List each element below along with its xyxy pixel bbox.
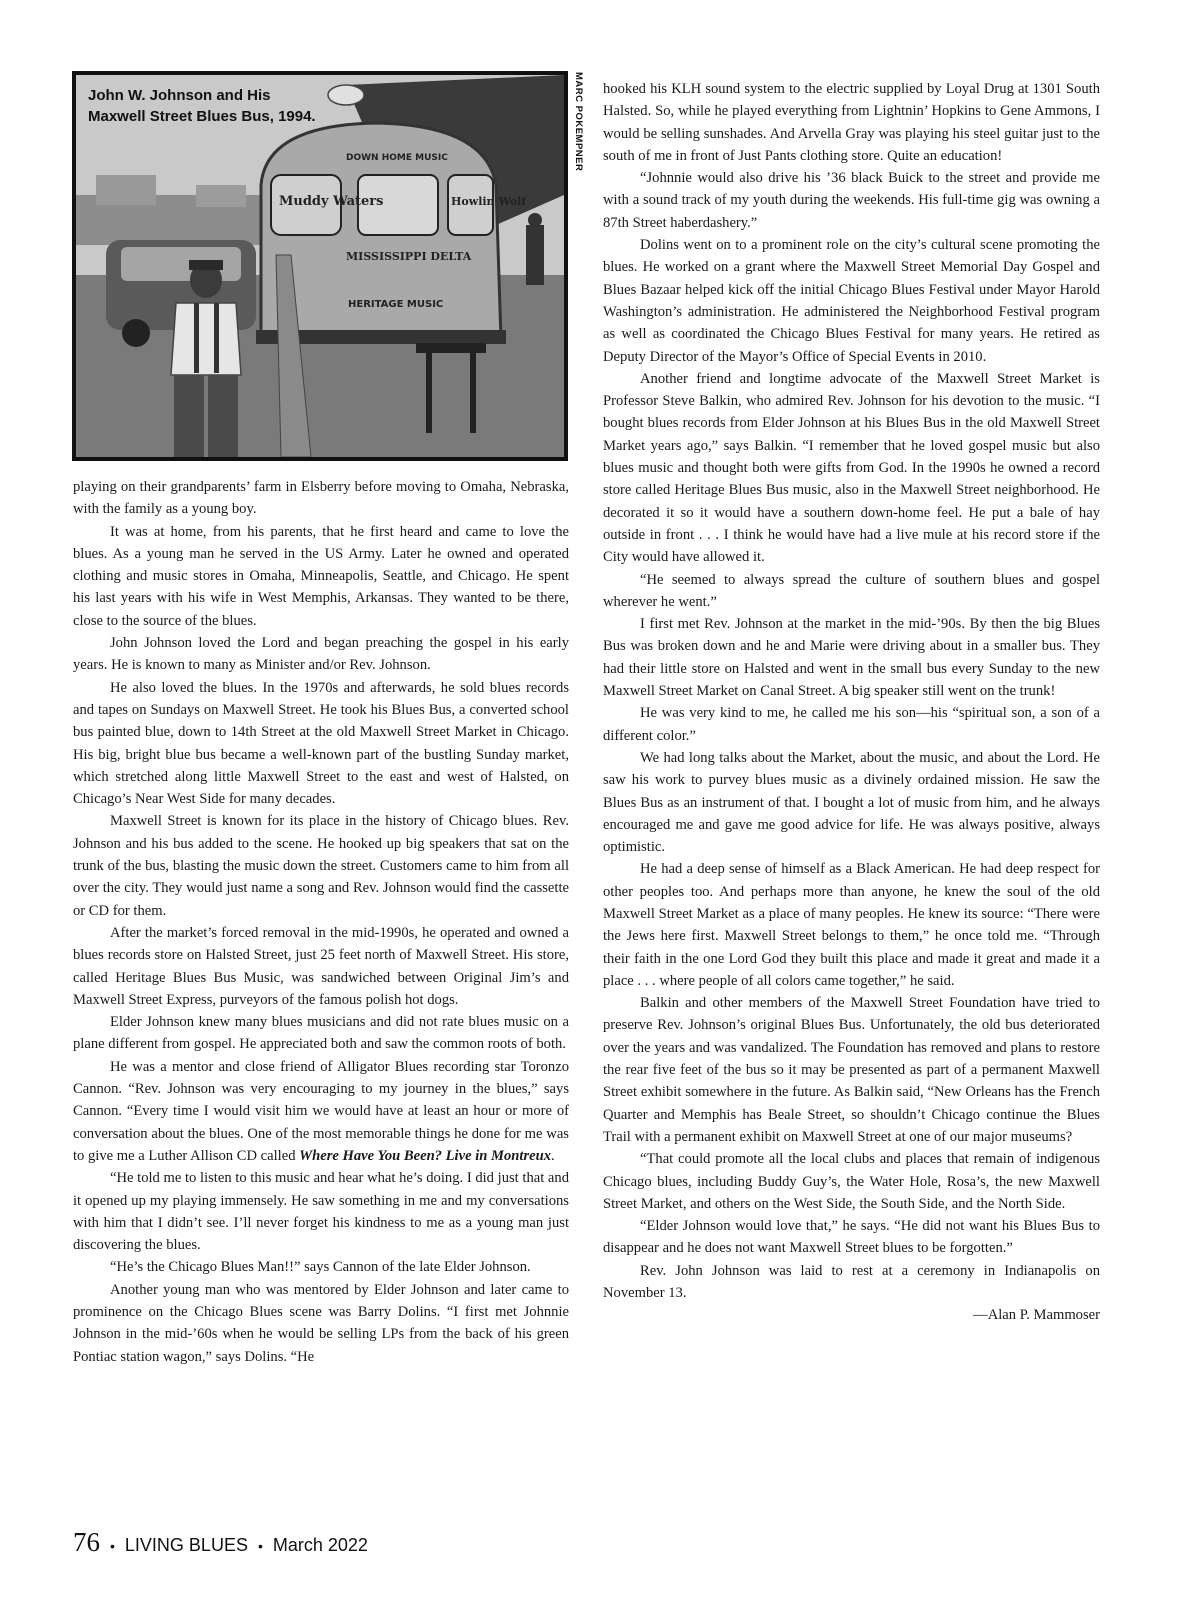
paragraph: “He’s the Chicago Blues Man!!” says Cannon of the late Elder Johnson. — [110, 1259, 531, 1276]
right-column — [603, 78, 1100, 1327]
paragraph: After the market’s forced removal in the mid-1990s, he operated and owned a blues records store on Halsted Street, just 25 feet north of Maxwell Street. His store, called Heritage Blues Bus Music, was sandwiched between Original Jim’s and Maxwell Street Express, purveyors of the famous polish hot dogs. — [73, 924, 569, 1008]
paragraph: Balkin and other members of the Maxwell Street Foundation have tried to preserve Rev. Johnson’s original Blues Bus. Unfortunately, the old bus deteriorated over the years and was vandalized. The Foundation has removed and plans to restore the rear five feet of the bus so it may be presented as part of a permanent Maxwell Street exhibit somewhere in the future. As Balkin said, “New Orleans has the French Quarter and Memphis has Beale Street, so shouldn’t Chicago continue the Blues Trail with a permanent exhibit on Maxwell Street at one of our major museums? — [603, 995, 1100, 1145]
article-photo — [72, 71, 568, 461]
left-column — [73, 476, 569, 1368]
paragraph: Elder Johnson knew many blues musicians and did not rate blues music on a plane different from gospel. He appreciated both and saw the common roots of both. — [73, 1014, 569, 1053]
bullet-separator: • — [257, 1538, 263, 1554]
author-signature: —Alan P. Mammoser — [973, 1307, 1100, 1324]
page-number: 76 — [73, 1527, 100, 1557]
paragraph: He was very kind to me, he called me his son—his “spiritual son, a son of a different color.” — [603, 705, 1100, 744]
bus-sign-bottom: HERITAGE MUSIC — [348, 299, 444, 310]
paragraph: “He told me to listen to this music and hear what he’s doing. I did just that and it opened up my playing immensely. He saw something in me and my conversations with him that I didn’t see. I’ll never forget his kindness to me as a young man just discovering the blues. — [73, 1170, 569, 1254]
paragraph: Maxwell Street is known for its place in the history of Chicago blues. Rev. Johnson and his bus added to the scene. He hooked up big speakers that sat on the trunk of the bus, blasting the music down the street. Customers came to him from all over the city. They would just name a song and Rev. Johnson would find the cassette or CD for them. — [73, 813, 569, 919]
cd-title: Where Have You Been? Live in Montreux — [299, 1147, 552, 1164]
paragraph: We had long talks about the Market, about the music, and about the Lord. He saw his work to purvey blues music as a divinely ordained mission. He saw the Blues Bus as an instrument of that. I bought a lot of music from him, and he always encouraged me and gave me good advice for life. He was always positive, always optimistic. — [603, 749, 1100, 856]
bus-sign-right: Howlin Wolf — [451, 195, 527, 208]
paragraph: Another friend and longtime advocate of the Maxwell Street Market is Professor Steve Balkin, who admired Rev. Johnson for his devotion to the music. “I bought blues records from Elder Johnson at his Blues Bus in the old Maxwell Street Market years ago,” says Balkin. “I remember that he loved gospel music but also blues music and thought both were gifts from God. In the 1990s he owned a record store called Heritage Blues Bus music, also in the Maxwell Street neighborhood. He decorated it so it would have a southern down-home feel. He put a bale of hay outside in front . . . I think he would have had a live mule at his record store if the City would have allowed it. — [603, 370, 1100, 566]
paragraph: playing on their grandparents’ farm in Elsberry before moving to Omaha, Nebraska, with the family as a young boy. — [73, 479, 569, 518]
paragraph: “Johnnie would also drive his ’36 black Buick to the street and provide me with a sound track of my youth during the weekends. His full-time gig was owning a 87th Street haberdashery.” — [603, 170, 1100, 231]
bus-sign-left: Muddy Waters — [279, 194, 384, 209]
paragraph: John Johnson loved the Lord and began preaching the gospel in his early years. He is known to many as Minister and/or Rev. Johnson. — [73, 635, 569, 674]
paragraph: Another young man who was mentored by Elder Johnson and later came to prominence on the Chicago Blues scene was Barry Dolins. “I first met Johnnie Johnson in the mid-’60s when he would be selling LPs from the back of his green Pontiac station wagon,” says Dolins. “He — [73, 1281, 569, 1365]
paragraph: “He seemed to always spread the culture of southern blues and gospel wherever he went.” — [603, 571, 1100, 610]
bus-sign-top: DOWN HOME MUSIC — [346, 153, 448, 163]
paragraph — [73, 1056, 569, 1167]
paragraph: Dolins went on to a prominent role on the city’s cultural scene promoting the blues. He worked on a grant where the Maxwell Street Memorial Day Gospel and Blues Bazaar helped kick off the initial Chicago Blues Festival under Mayor Harold Washington’s administration. He administered the Neighborhood Festival program as well as coordinated the Chicago Blues Festival for many years. He retired as Deputy Director of the Mayor’s Office of Special Events in 2010. — [603, 237, 1100, 365]
bus-sign-center: MISSISSIPPI DELTA — [346, 250, 472, 263]
paragraph-text: He was a mentor and close friend of Alligator Blues recording star Toronzo Cannon. “Rev. Johnson was very encouraging to my journey in the blues,” says Cannon. “Every time I would visit him we would have at least an hour or more of conversation about the blues. One of the most memorable things he done for me was to give me a Luther Allison CD called — [73, 1058, 569, 1164]
photo-credit — [572, 72, 584, 192]
photo-credit-text: MARC POKEMPNER — [573, 72, 584, 172]
paragraph: He also loved the blues. In the 1970s and afterwards, he sold blues records and tapes on Sundays on Maxwell Street. He took his Blues Bus, a converted school bus painted blue, down to 14th Street at the old Maxwell Street Market in Chicago. His big, bright blue bus became a well-known part of the bustling Sunday market, which stretched along little Maxwell Street to the east and west of Halsted, on Chicago’s Near West Side for many decades. — [73, 679, 569, 808]
paragraph: Rev. John Johnson was laid to rest at a ceremony in Indianapolis on November 13. — [603, 1262, 1100, 1302]
paragraph: hooked his KLH sound system to the electric supplied by Loyal Drug at 1301 South Halsted. So, while he played everything from Lightnin’ Hopkins to Gene Ammons, I would be selling sunshades. And Arvella Gray was playing his steel guitar just to the south of me in front of Just Pants clothing store. Quite an education! — [603, 81, 1100, 164]
paragraph: “That could promote all the local clubs and places that remain of indigenous Chicago blues, including Buddy Guy’s, the Water Hole, Rosa’s, the new Maxwell Street Market, and others on the West Side, the South Side, and the North Side. — [603, 1151, 1100, 1212]
paragraph: I first met Rev. Johnson at the market in the mid-’90s. By then the big Blues Bus was broken down and he and Marie were driving about in a smaller bus. They had their little store on Halsted and went in the small bus every Sunday to the new Maxwell Street Market on Canal Street. A big speaker still went on the trunk! — [603, 616, 1100, 700]
magazine-name: LIVING BLUES — [124, 1535, 248, 1555]
paragraph: He had a deep sense of himself as a Black American. He had deep respect for other peoples too. And perhaps more than anyone, he knew the soul of the old Maxwell Street Market as a place of many peoples. He knew its source: “There were the Jews here first. Maxwell Street belongs to them,” he once told me. “Through their faith in the one Lord God they built this place and made it great and made it a place . . . where people of all colors came together,” he said. — [603, 861, 1100, 989]
paragraph-text: . — [551, 1147, 555, 1164]
issue-date: March 2022 — [272, 1535, 368, 1555]
bullet-separator: • — [110, 1538, 115, 1554]
paragraph: “Elder Johnson would love that,” he says. “He did not want his Blues Bus to disappear and he does not want Maxwell Street blues to be forgotten.” — [603, 1218, 1100, 1257]
photo-caption: John W. Johnson and His Maxwell Street Blues Bus, 1994. — [88, 87, 316, 125]
bus-photo-illustration — [76, 75, 564, 457]
paragraph: It was at home, from his parents, that he first heard and came to love the blues. As a young man he served in the US Army. Later he owned and operated clothing and music stores in Omaha, Minneapolis, Seattle, and Chicago. He spent his last years with his wife in West Memphis, Arkansas. They wanted to be there, close to the source of the blues. — [73, 523, 569, 629]
page-footer — [73, 1527, 368, 1558]
